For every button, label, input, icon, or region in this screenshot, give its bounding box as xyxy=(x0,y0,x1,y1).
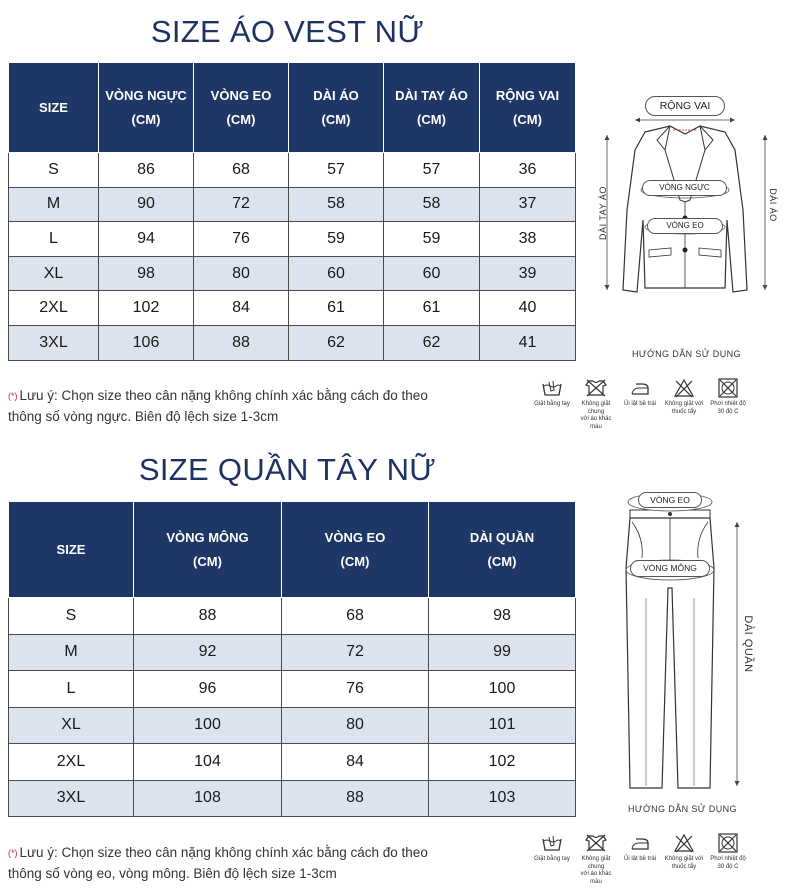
size-cell: L xyxy=(9,222,99,257)
care-label: Không giặt với thuốc tẩy xyxy=(664,401,704,415)
pants-usage-guide: HƯỚNG DẪN SỬ DỤNG xyxy=(628,804,737,814)
measurement-cell: 108 xyxy=(134,780,282,817)
table-row xyxy=(9,222,576,257)
header-waist: VÒNG EO (CM) xyxy=(282,502,429,598)
measurement-cell: 41 xyxy=(480,325,576,360)
care-item xyxy=(618,378,662,431)
header-chest: VÒNG NGỰC (CM) xyxy=(99,63,194,153)
header-length: DÀI ÁO (CM) xyxy=(289,63,384,153)
table-row xyxy=(9,744,576,781)
measurement-cell: 103 xyxy=(429,780,576,817)
measurement-cell: 61 xyxy=(384,291,480,326)
measurement-cell: 84 xyxy=(282,744,429,781)
pants-size-title: SIZE QUẦN TÂY NỮ xyxy=(138,452,437,487)
no-mixed-wash-icon xyxy=(574,833,618,853)
table-row xyxy=(9,634,576,671)
header-shoulder: RỘNG VAI (CM) xyxy=(480,63,576,153)
size-cell: 3XL xyxy=(9,780,134,817)
waist-label: VÒNG EO xyxy=(647,218,723,234)
note-asterisk: (*) xyxy=(8,391,18,401)
size-cell: L xyxy=(9,671,134,708)
vest-usage-guide: HƯỚNG DẪN SỬ DỤNG xyxy=(632,349,741,359)
measurement-cell: 80 xyxy=(282,707,429,744)
measurement-cell: 72 xyxy=(282,634,429,671)
size-cell: S xyxy=(9,598,134,635)
measurement-cell: 36 xyxy=(480,153,576,188)
table-row xyxy=(9,780,576,817)
care-label: Không giặt với thuốc tẩy xyxy=(664,856,704,870)
pants-length-label: DÀI QUẦN xyxy=(742,615,754,673)
header-hip: VÒNG MÔNG (CM) xyxy=(134,502,282,598)
note-line-2: thông số vòng eo, vòng mông. Biên độ lệch size 1-3cm xyxy=(8,866,337,881)
measurement-cell: 72 xyxy=(194,187,289,222)
care-label: Không giặt chung với áo khác màu xyxy=(580,401,612,430)
measurement-cell: 60 xyxy=(384,256,480,291)
table-row xyxy=(9,291,576,326)
jacket-measurement-diagram xyxy=(585,90,785,300)
care-item xyxy=(574,378,618,431)
measurement-cell: 106 xyxy=(99,325,194,360)
size-cell: M xyxy=(9,187,99,222)
care-label: Phơi nhiệt độ 30 độ C xyxy=(710,401,746,415)
note-line-2: thông số vòng ngực. Biên độ lệch size 1-3cm xyxy=(8,409,279,424)
header-waist: VÒNG EO (CM) xyxy=(194,63,289,153)
measurement-cell: 98 xyxy=(99,256,194,291)
measurement-cell: 60 xyxy=(289,256,384,291)
table-row xyxy=(9,598,576,635)
tumble-dry-icon xyxy=(706,833,750,853)
iron-icon xyxy=(618,833,662,853)
chest-label: VÒNG NGỰC xyxy=(642,180,727,196)
measurement-cell: 61 xyxy=(289,291,384,326)
measurement-cell: 100 xyxy=(429,671,576,708)
vest-care-instructions xyxy=(530,378,750,431)
table-row xyxy=(9,671,576,708)
hand-wash-icon xyxy=(530,378,574,398)
measurement-cell: 59 xyxy=(289,222,384,257)
care-item xyxy=(530,378,574,431)
care-item xyxy=(618,833,662,886)
measurement-cell: 76 xyxy=(282,671,429,708)
measurement-cell: 39 xyxy=(480,256,576,291)
iron-icon xyxy=(618,378,662,398)
measurement-cell: 104 xyxy=(134,744,282,781)
care-item xyxy=(574,833,618,886)
table-row xyxy=(9,256,576,291)
measurement-cell: 62 xyxy=(289,325,384,360)
measurement-cell: 59 xyxy=(384,222,480,257)
header-size: SIZE xyxy=(9,502,134,598)
header-sleeve: DÀI TAY ÁO (CM) xyxy=(384,63,480,153)
no-mixed-wash-icon xyxy=(574,378,618,398)
measurement-cell: 40 xyxy=(480,291,576,326)
pants-size-note xyxy=(8,842,508,884)
pants-size-table xyxy=(8,501,576,817)
measurement-cell: 62 xyxy=(384,325,480,360)
measurement-cell: 37 xyxy=(480,187,576,222)
measurement-cell: 100 xyxy=(134,707,282,744)
size-cell: 3XL xyxy=(9,325,99,360)
hand-wash-icon xyxy=(530,833,574,853)
care-label: Ủi lật bề trái xyxy=(623,401,656,407)
pants-illustration xyxy=(600,488,765,800)
measurement-cell: 102 xyxy=(99,291,194,326)
measurement-cell: 80 xyxy=(194,256,289,291)
no-bleach-icon xyxy=(662,833,706,853)
vest-size-title: SIZE ÁO VEST NỮ xyxy=(150,14,425,49)
pants-care-instructions xyxy=(530,833,750,886)
header-pants-length: DÀI QUẦN (CM) xyxy=(429,502,576,598)
measurement-cell: 68 xyxy=(194,153,289,188)
note-line-1: Lưu ý: Chọn size theo cân nặng không chính xác bằng cách đo theo xyxy=(19,845,428,860)
care-label: Giặt bằng tay xyxy=(534,401,570,407)
note-asterisk: (*) xyxy=(8,848,18,858)
sleeve-length-label: DÀI TAY ÁO xyxy=(598,186,608,240)
table-row xyxy=(9,153,576,188)
measurement-cell: 58 xyxy=(289,187,384,222)
header-size: SIZE xyxy=(9,63,99,153)
table-header-row xyxy=(9,502,576,598)
care-label: Không giặt chung với áo khác màu xyxy=(580,856,612,885)
vest-size-note xyxy=(8,385,508,427)
size-cell: 2XL xyxy=(9,291,99,326)
measurement-cell: 58 xyxy=(384,187,480,222)
note-line-1: Lưu ý: Chọn size theo cân nặng không chính xác bằng cách đo theo xyxy=(19,388,428,403)
care-item xyxy=(662,378,706,431)
table-header-row xyxy=(9,63,576,153)
table-row xyxy=(9,707,576,744)
tumble-dry-icon xyxy=(706,378,750,398)
size-cell: M xyxy=(9,634,134,671)
hip-label: VÒNG MÔNG xyxy=(630,560,710,577)
care-label: Giặt bằng tay xyxy=(534,856,570,862)
measurement-cell: 84 xyxy=(194,291,289,326)
care-item xyxy=(662,833,706,886)
table-row xyxy=(9,325,576,360)
measurement-cell: 98 xyxy=(429,598,576,635)
measurement-cell: 92 xyxy=(134,634,282,671)
table-row xyxy=(9,187,576,222)
size-cell: S xyxy=(9,153,99,188)
size-cell: 2XL xyxy=(9,744,134,781)
no-bleach-icon xyxy=(662,378,706,398)
jacket-length-label: DÀI ÁO xyxy=(768,188,778,222)
waist-label: VÒNG EO xyxy=(638,492,702,508)
care-item xyxy=(530,833,574,886)
measurement-cell: 88 xyxy=(134,598,282,635)
measurement-cell: 99 xyxy=(429,634,576,671)
care-label: Phơi nhiệt độ 30 độ C xyxy=(710,856,746,870)
measurement-cell: 76 xyxy=(194,222,289,257)
measurement-cell: 90 xyxy=(99,187,194,222)
measurement-cell: 86 xyxy=(99,153,194,188)
measurement-cell: 88 xyxy=(194,325,289,360)
measurement-cell: 57 xyxy=(384,153,480,188)
pants-measurement-diagram xyxy=(600,488,765,800)
measurement-cell: 88 xyxy=(282,780,429,817)
size-cell: XL xyxy=(9,707,134,744)
measurement-cell: 94 xyxy=(99,222,194,257)
measurement-cell: 38 xyxy=(480,222,576,257)
measurement-cell: 68 xyxy=(282,598,429,635)
care-label: Ủi lật bề trái xyxy=(623,856,656,862)
size-cell: XL xyxy=(9,256,99,291)
shoulder-width-label: RỘNG VAI xyxy=(645,96,725,116)
measurement-cell: 102 xyxy=(429,744,576,781)
care-item xyxy=(706,378,750,431)
vest-size-table xyxy=(8,62,576,361)
care-item xyxy=(706,833,750,886)
measurement-cell: 101 xyxy=(429,707,576,744)
measurement-cell: 96 xyxy=(134,671,282,708)
measurement-cell: 57 xyxy=(289,153,384,188)
